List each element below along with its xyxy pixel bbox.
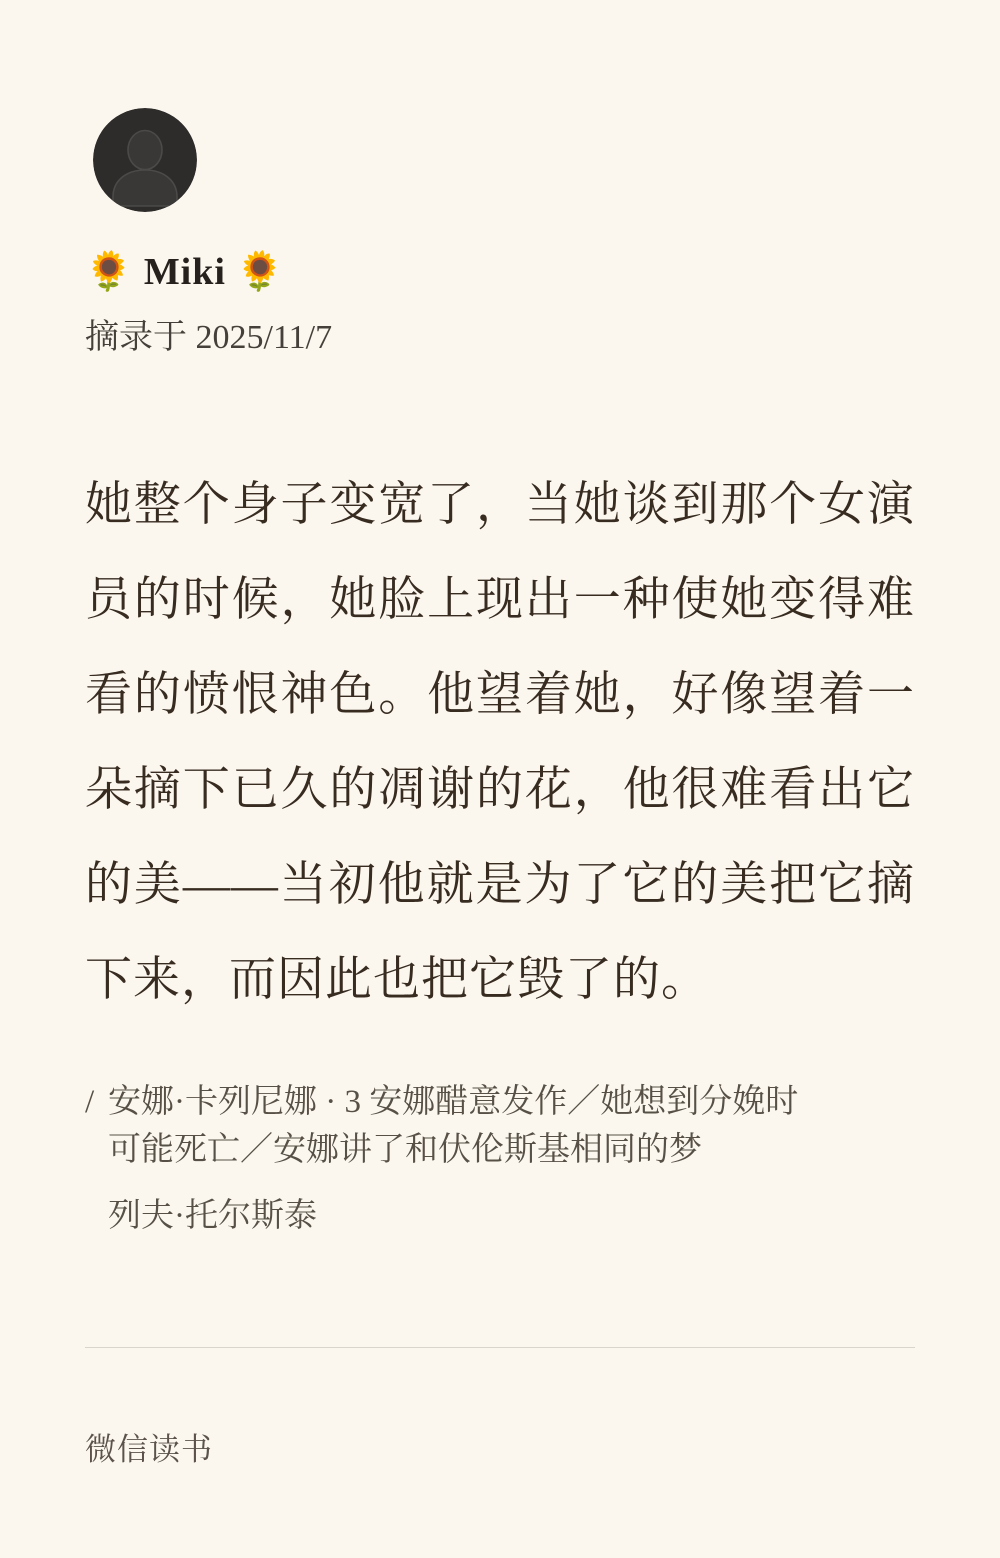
quote-line: 看的愤恨神色。他望着她，好像望着一 <box>85 669 915 721</box>
source-line: 安娜·卡列尼娜 · 3 安娜醋意发作／她想到分娩时 <box>108 1084 799 1120</box>
book-chapter-title <box>108 1078 915 1174</box>
quote-line: 朵摘下已久的凋谢的花，他很难看出它 <box>85 764 915 816</box>
username: 🌻 Miki 🌻 <box>85 251 285 293</box>
source-slash-marker: / <box>85 1084 95 1120</box>
quote-line: 下来，而因此也把它毁了的。 <box>85 954 709 1006</box>
divider-line <box>85 1347 915 1348</box>
book-source <box>85 1078 915 1174</box>
excerpt-date: 摘录于 2025/11/7 <box>85 319 333 356</box>
book-author: 列夫·托尔斯泰 <box>108 1198 317 1234</box>
user-avatar <box>93 108 197 212</box>
book-quote <box>85 458 915 1028</box>
source-line: 可能死亡／安娜讲了和伏伦斯基相同的梦 <box>108 1132 702 1168</box>
quote-line: 她整个身子变宽了，当她谈到那个女演 <box>85 479 915 531</box>
quote-line: 的美——当初他就是为了它的美把它摘 <box>85 859 915 911</box>
quote-line: 员的时候，她脸上现出一种使她变得难 <box>85 574 915 626</box>
app-name: 微信读书 <box>85 1432 213 1467</box>
